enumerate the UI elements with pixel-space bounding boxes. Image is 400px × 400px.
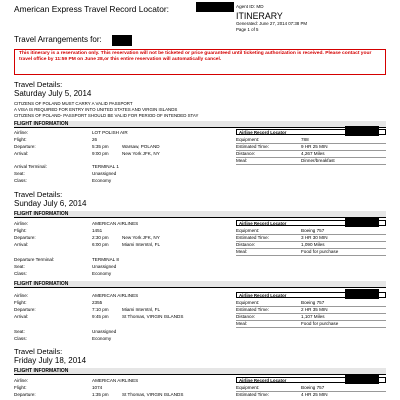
arrival-terminal-value: TERMINAL 1 <box>92 164 119 169</box>
equipment-label: Equipment: <box>236 300 260 305</box>
meal-label: Meal: <box>236 249 248 254</box>
redacted-airline-locator <box>345 217 379 227</box>
distance-label: Distance: <box>236 314 256 319</box>
airline-label: Airline: <box>14 293 29 298</box>
equipment-label: Equipment: <box>236 137 260 142</box>
airline-value: AMERICAN AIRLINES <box>92 293 139 298</box>
document-title: American Express Travel Record Locator: <box>14 4 169 14</box>
airline-label: Airline: <box>14 378 29 383</box>
departure-time: 7:10 pm <box>92 307 109 312</box>
seat-value: Unassigned <box>92 171 117 176</box>
divider <box>236 164 386 165</box>
divider <box>236 327 386 328</box>
arrival-terminal-label: Arrival Terminal: <box>14 164 47 169</box>
flight-label: Flight: <box>14 228 27 233</box>
equipment-label: Equipment: <box>236 228 260 233</box>
estimated-time-value: 2 HR 35 MIN <box>301 307 328 312</box>
page-number: Page 1 of 5 <box>236 27 259 32</box>
airline-record-locator-label: Airline Record Locator <box>239 221 287 226</box>
meal-value: Food for purchase <box>301 321 339 326</box>
flight-label: Flight: <box>14 385 27 390</box>
flight-info-heading: FLIGHT INFORMATION <box>14 121 69 127</box>
departure-terminal-value: TERMINAL 8 <box>92 257 119 262</box>
airline-label: Airline: <box>14 221 29 226</box>
travel-details-label: Travel Details: <box>14 80 63 89</box>
flight-value: 26 <box>92 137 98 142</box>
class-value: Economy <box>92 178 112 183</box>
distance-label: Distance: <box>236 242 256 247</box>
citizen-note: CITIZENS OF POLAND- PASSPORT SHOULD BE VALID FOR PERIOD OF INTENDED STAY <box>14 113 199 118</box>
departure-label: Departure: <box>14 144 36 149</box>
meal-label: Meal: <box>236 158 248 163</box>
redacted-airline-locator <box>345 374 379 384</box>
airline-label: Airline: <box>14 130 29 135</box>
equipment-value: Boeing 757 <box>301 300 325 305</box>
departure-time: 1:35 pm <box>92 392 109 397</box>
arrival-place: Miami Interntnl, FL <box>122 242 161 247</box>
class-value: Economy <box>92 271 112 276</box>
departure-label: Departure: <box>14 235 36 240</box>
departure-label: Departure: <box>14 307 36 312</box>
airline-value: AMERICAN AIRLINES <box>92 378 139 383</box>
seat-value: Unassigned <box>92 329 117 334</box>
flight-info-bar <box>14 211 386 218</box>
estimated-time-label: Estimated Time: <box>236 235 269 240</box>
equipment-value: Boeing 757 <box>301 385 325 390</box>
travel-details-label: Travel Details: <box>14 347 63 356</box>
departure-terminal-label: Departure Terminal: <box>14 257 55 262</box>
airline-record-locator-label: Airline Record Locator <box>239 378 287 383</box>
class-label: Class: <box>14 178 27 183</box>
distance-value: 1,107 Miles <box>301 314 325 319</box>
airline-value: AMERICAN AIRLINES <box>92 221 139 226</box>
class-value: Economy <box>92 336 112 341</box>
agent-id: Agent ID: MD <box>236 4 264 9</box>
equipment-value: 788 <box>301 137 309 142</box>
citizen-note: A VISA IS REQUIRED FOR ENTRY INTO UNITED STATES AND VIRGIN ISLANDS <box>14 107 178 112</box>
meal-value: Dinner/breakfast <box>301 158 335 163</box>
estimated-time-value: 4 HR 25 MIN <box>301 392 328 397</box>
estimated-time-label: Estimated Time: <box>236 144 269 149</box>
travel-details-label: Travel Details: <box>14 190 63 199</box>
seat-label: Seat: <box>14 171 25 176</box>
travel-date: Sunday July 6, 2014 <box>14 199 87 208</box>
airline-record-locator-label: Airline Record Locator <box>239 293 287 298</box>
flight-value: 1451 <box>92 228 103 233</box>
departure-place: Miami Interntnl, FL <box>122 307 161 312</box>
arrival-label: Arrival: <box>14 314 29 319</box>
equipment-label: Equipment: <box>236 385 260 390</box>
flight-info-bar <box>14 281 386 288</box>
redacted-airline-locator <box>345 126 379 136</box>
estimated-time-value: 3 HR 30 MIN <box>301 235 328 240</box>
flight-info-bar <box>14 121 386 128</box>
itinerary-heading: ITINERARY <box>236 11 283 21</box>
arrival-label: Arrival: <box>14 242 29 247</box>
seat-value: Unassigned <box>92 264 117 269</box>
departure-time: 5:35 pm <box>92 144 109 149</box>
airline-record-locator-box <box>236 377 386 383</box>
arrival-time: 6:00 pm <box>92 242 109 247</box>
flight-value: 2355 <box>92 300 103 305</box>
flight-label: Flight: <box>14 300 27 305</box>
redacted-airline-locator <box>345 289 379 299</box>
airline-record-locator-box <box>236 220 386 226</box>
seat-label: Seat: <box>14 329 25 334</box>
class-label: Class: <box>14 336 27 341</box>
distance-value: 1,090 Miles <box>301 242 325 247</box>
departure-place: New York JFK, NY <box>122 235 160 240</box>
flight-info-heading: FLIGHT INFORMATION <box>14 211 69 217</box>
airline-value: LOT POLISH AIR <box>92 130 128 135</box>
departure-place: St Thomas, VIRGIN ISLANDS <box>122 392 184 397</box>
distance-value: 4,267 Miles <box>301 151 325 156</box>
airline-record-locator-box <box>236 129 386 135</box>
travel-date: Saturday July 5, 2014 <box>14 89 92 98</box>
departure-time: 2:30 pm <box>92 235 109 240</box>
flight-value: 1074 <box>92 385 103 390</box>
estimated-time-label: Estimated Time: <box>236 392 269 397</box>
class-label: Class: <box>14 271 27 276</box>
arrival-label: Arrival: <box>14 151 29 156</box>
flight-info-heading: FLIGHT INFORMATION <box>14 281 69 287</box>
arrival-place: St Thomas, VIRGIN ISLANDS <box>122 314 184 319</box>
distance-label: Distance: <box>236 151 256 156</box>
redacted-traveler-name <box>112 35 132 46</box>
meal-label: Meal: <box>236 321 248 326</box>
generated-date: Generated: June 27, 2014 07:38 PM <box>236 21 308 26</box>
estimated-time-label: Estimated Time: <box>236 307 269 312</box>
travel-arrangements-label: Travel Arrangements for: <box>14 35 102 44</box>
flight-label: Flight: <box>14 137 27 142</box>
flight-info-heading: FLIGHT INFORMATION <box>14 368 69 374</box>
divider <box>236 255 386 256</box>
estimated-time-value: 9 HR 25 MIN <box>301 144 328 149</box>
arrival-place: New York JFK, NY <box>122 151 160 156</box>
flight-info-bar <box>14 368 386 375</box>
equipment-value: Boeing 757 <box>301 228 325 233</box>
arrival-time: 9:45 pm <box>92 314 109 319</box>
citizen-note: CITIZENS OF POLAND MUST CARRY A VALID PASSPORT <box>14 101 133 106</box>
arrival-time: 9:00 pm <box>92 151 109 156</box>
redacted-record-locator <box>196 2 234 12</box>
departure-place: Warsaw, POLAND <box>122 144 160 149</box>
airline-record-locator-label: Airline Record Locator <box>239 130 287 135</box>
travel-date: Friday July 18, 2014 <box>14 356 87 365</box>
seat-label: Seat: <box>14 264 25 269</box>
meal-value: Food for purchase <box>301 249 339 254</box>
departure-label: Departure: <box>14 392 36 397</box>
airline-record-locator-box <box>236 292 386 298</box>
reservation-notice: This itinerary is a reservation only. This reservation will not be ticketed or price guaranteed until ticketing authorization is received. Please contact your travel office by 11:59 PM on June 28,or this entire reservation will automatically cancel. <box>14 49 386 75</box>
